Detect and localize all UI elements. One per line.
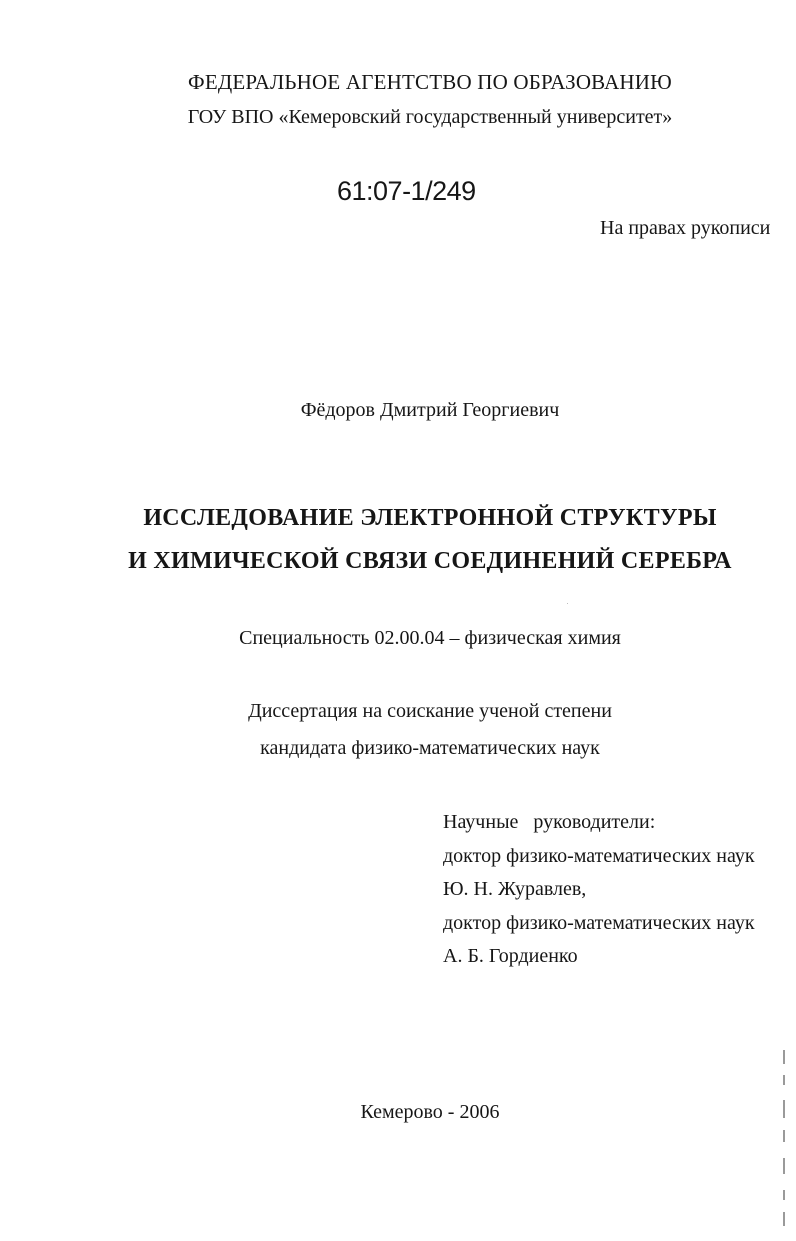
scan-artifact — [783, 1130, 785, 1142]
dissertation-degree-line-1: Диссертация на соискание ученой степени — [248, 700, 612, 722]
scan-artifact — [783, 1190, 785, 1200]
thesis-title-line-1: ИССЛЕДОВАНИЕ ЭЛЕКТРОННОЙ СТРУКТУРЫ — [143, 505, 717, 531]
supervisor-1-degree: доктор физико-математических наук — [443, 844, 755, 867]
supervisors-heading: Научные руководители: — [443, 811, 656, 833]
university-name: ГОУ ВПО «Кемеровский государственный университет» — [187, 106, 673, 128]
dissertation-degree-line-2: кандидата физико-математических наук — [260, 737, 600, 759]
rights-note: На правах рукописи — [600, 217, 771, 239]
scan-speck — [567, 603, 568, 604]
thesis-title-line-2: И ХИМИЧЕСКОЙ СВЯЗИ СОЕДИНЕНИЙ СЕРЕБРА — [128, 548, 732, 574]
supervisor-1-name: Ю. Н. Журавлев, — [443, 878, 587, 900]
place-and-year: Кемерово - 2006 — [360, 1101, 500, 1123]
scan-artifact — [783, 1050, 785, 1064]
agency-name: ФЕДЕРАЛЬНОЕ АГЕНТСТВО ПО ОБРАЗОВАНИЮ — [188, 70, 672, 94]
catalog-code: 61:07-1/249 — [337, 176, 476, 206]
scan-artifact — [783, 1212, 785, 1226]
scan-artifact — [783, 1100, 785, 1118]
scan-artifact — [783, 1158, 785, 1174]
supervisor-2-name: А. Б. Гордиенко — [443, 945, 578, 967]
specialty: Специальность 02.00.04 – физическая химия — [239, 627, 621, 649]
supervisor-2-degree: доктор физико-математических наук — [443, 911, 755, 934]
supervisors-block — [443, 806, 755, 974]
author-name: Фёдоров Дмитрий Георгиевич — [300, 399, 560, 421]
scan-artifact — [783, 1075, 785, 1085]
